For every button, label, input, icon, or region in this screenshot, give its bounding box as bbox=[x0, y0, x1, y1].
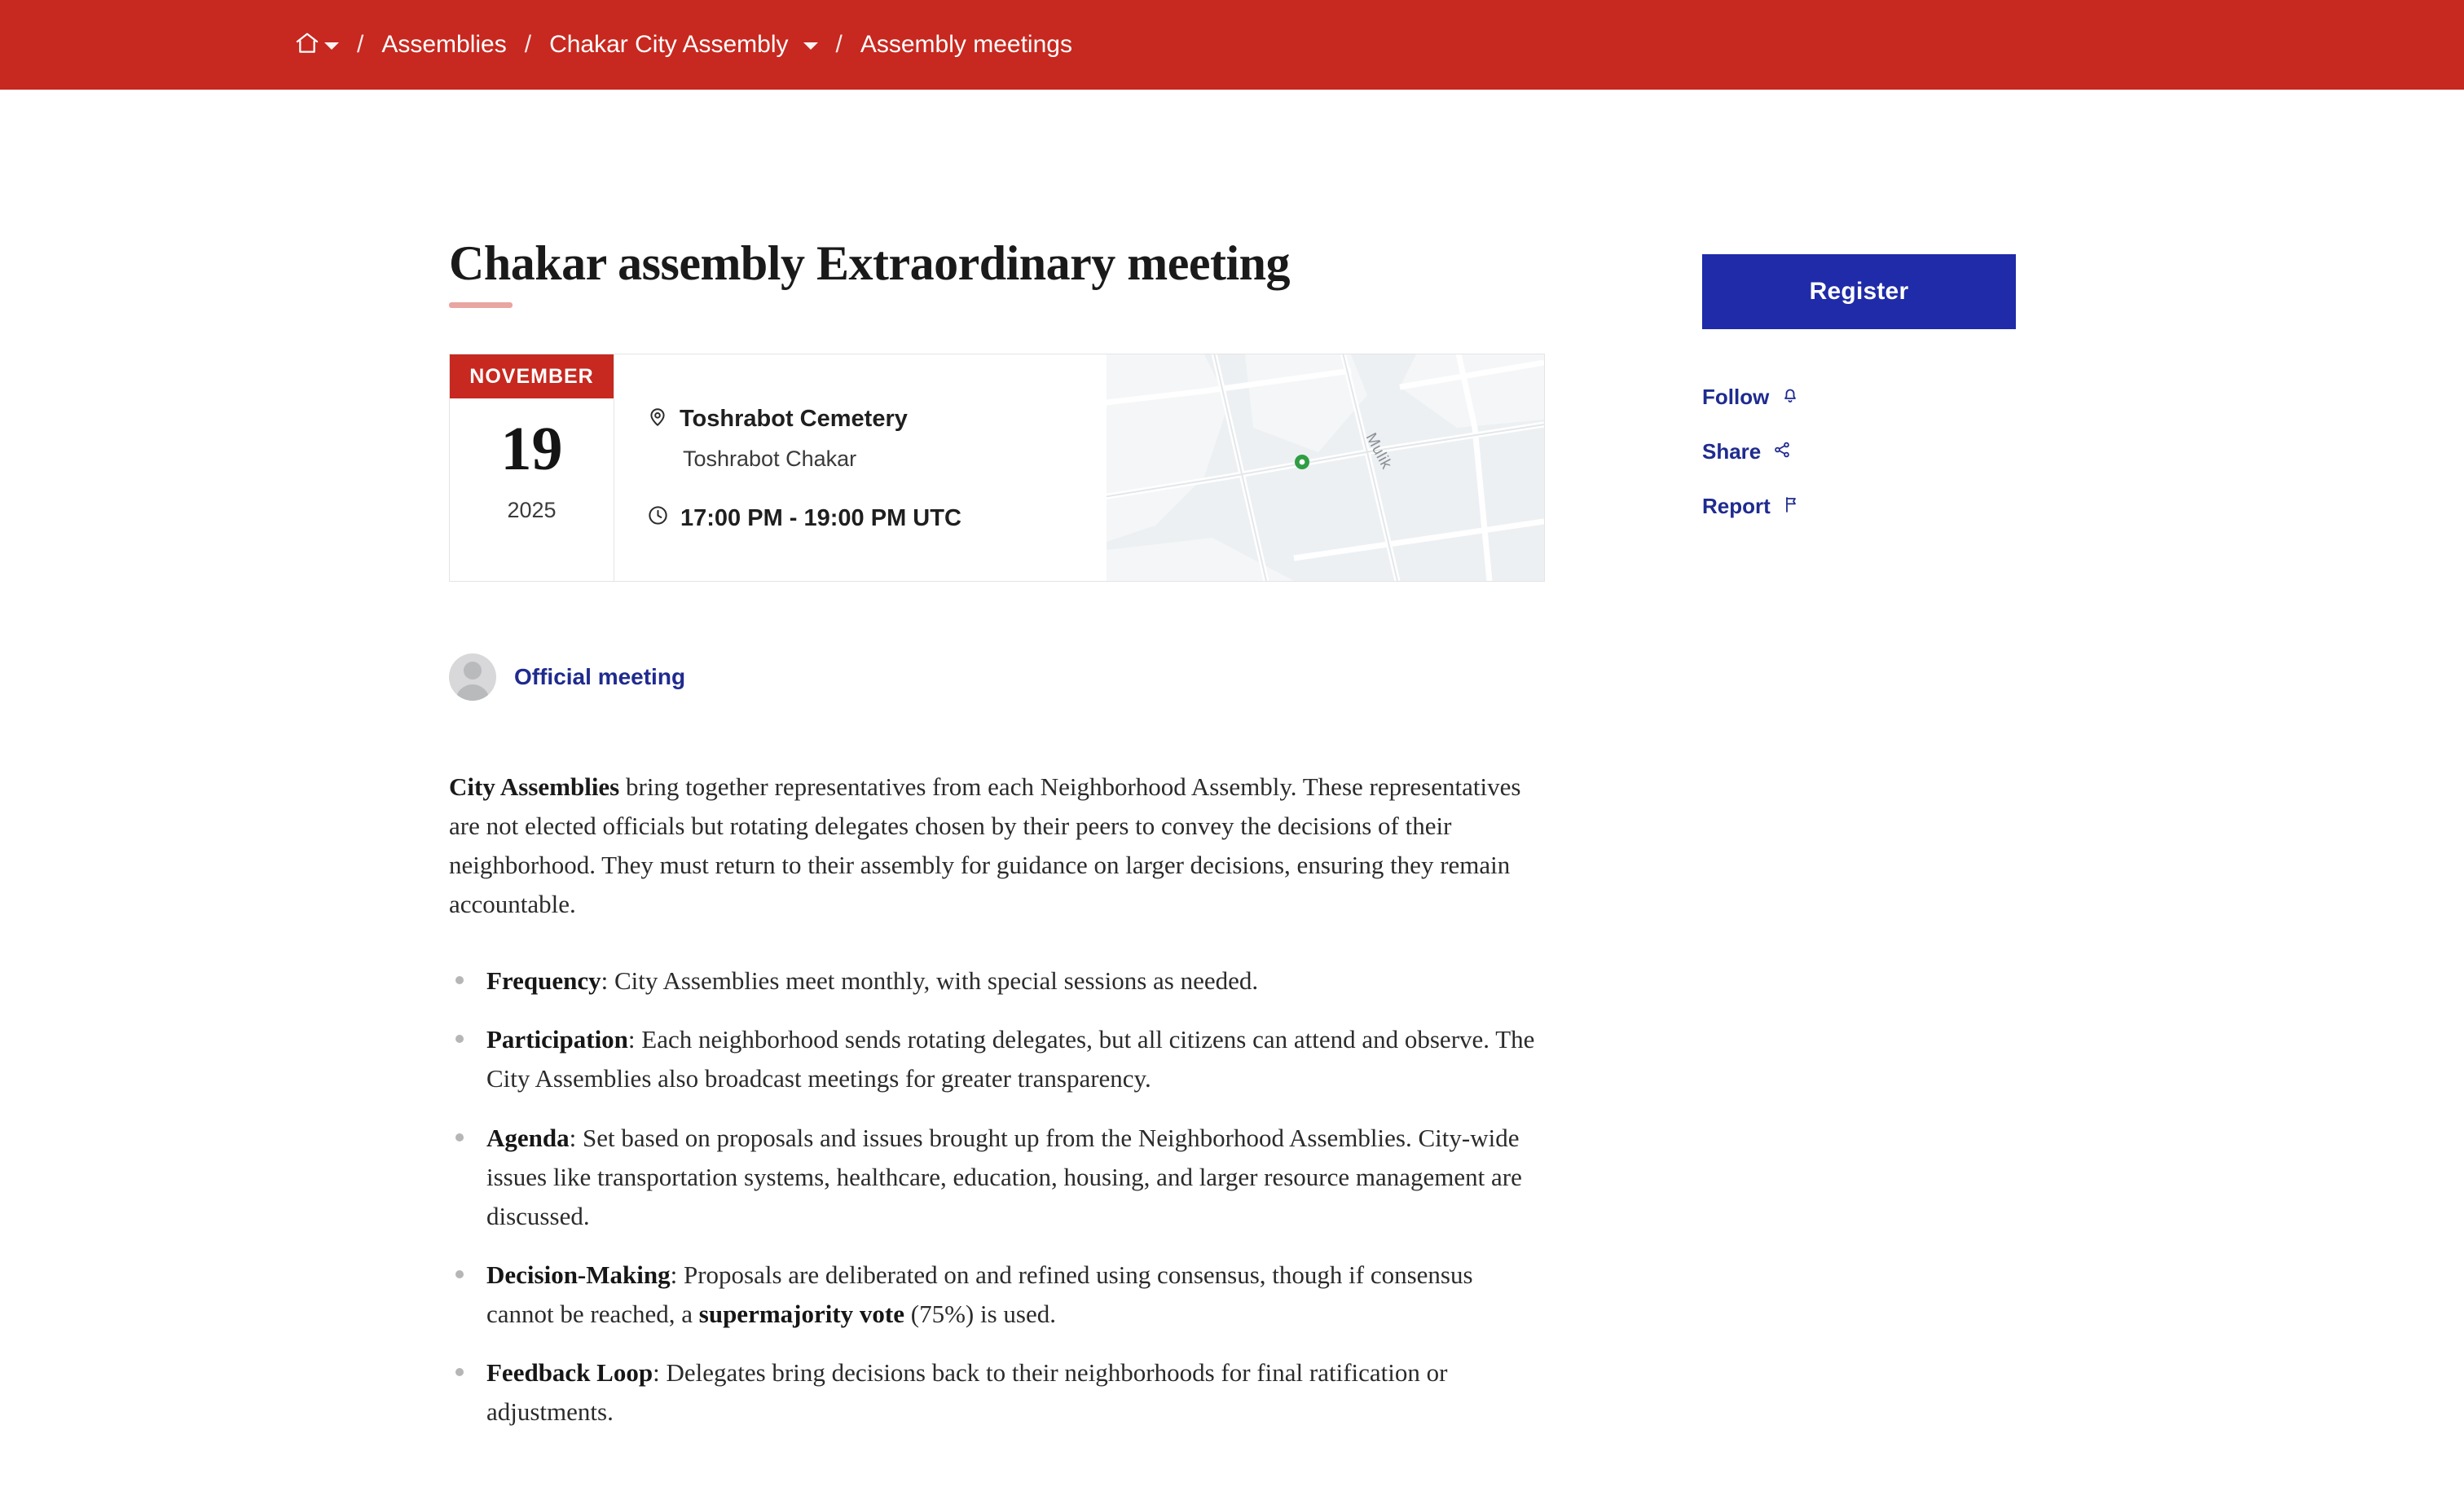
map-pin-icon bbox=[647, 405, 668, 433]
bullet-text: : Each neighborhood sends rotating delegates, but all citizens can attend and observe. The City Assemblies also broadcast meetings for greater transparency. bbox=[486, 1025, 1535, 1093]
breadcrumb-separator-1: / bbox=[357, 31, 364, 58]
map-graphic bbox=[1107, 354, 1544, 581]
follow-action[interactable] bbox=[1702, 385, 2016, 410]
bullet-term: Decision-Making bbox=[486, 1260, 671, 1289]
sidebar bbox=[1702, 236, 2016, 548]
breadcrumb-group-city-assembly bbox=[549, 31, 817, 59]
event-time-row bbox=[647, 504, 1107, 533]
report-label: Report bbox=[1702, 494, 1771, 518]
bullet-term: Participation bbox=[486, 1025, 628, 1054]
event-location-name: Toshrabot Cemetery bbox=[680, 406, 908, 433]
breadcrumb bbox=[293, 30, 1072, 60]
event-day: 19 bbox=[500, 415, 563, 484]
event-year: 2025 bbox=[507, 498, 557, 523]
event-location-row bbox=[647, 405, 1107, 433]
page-title: Chakar assembly Extraordinary meeting bbox=[449, 236, 1291, 290]
list-item bbox=[449, 1256, 1545, 1334]
bullet-text: : City Assemblies meet monthly, with special sessions as needed. bbox=[601, 966, 1259, 996]
bullet-term: Feedback Loop bbox=[486, 1357, 653, 1387]
share-label: Share bbox=[1702, 439, 1762, 464]
breadcrumb-bar bbox=[0, 0, 2464, 90]
report-action[interactable] bbox=[1702, 494, 2016, 519]
clock-icon bbox=[647, 504, 669, 530]
home-icon bbox=[293, 30, 321, 60]
event-location-address: Toshrabot Chakar bbox=[683, 446, 857, 472]
breadcrumb-home-link[interactable] bbox=[293, 30, 324, 60]
event-info-block bbox=[614, 354, 1107, 581]
breadcrumb-separator-3: / bbox=[835, 31, 843, 58]
bullet-text: : Delegates bring decisions back to their neighborhoods for final ratification or adjustments. bbox=[486, 1357, 1448, 1426]
list-item bbox=[449, 1353, 1545, 1432]
avatar-placeholder-icon bbox=[449, 653, 496, 701]
bullet-text: : Set based on proposals and issues brought up from the Neighborhood Assemblies. City-wide issues like transportation systems, healthcare, education, housing, and larger resource management are discussed. bbox=[486, 1123, 1522, 1230]
description-lead-rest: bring together representatives from each Neighborhood Assembly. These representatives are not elected officials but rotating delegates chosen by their peers to convey the decisions of their neighborhood. They must return to their assembly for guidance on larger decisions, ensuring they remain accountable. bbox=[449, 772, 1521, 919]
share-action[interactable] bbox=[1702, 439, 2016, 464]
bullet-term: Agenda bbox=[486, 1123, 570, 1152]
event-month: NOVEMBER bbox=[450, 354, 614, 398]
share-icon bbox=[1772, 440, 1792, 464]
event-time: 17:00 PM - 19:00 PM UTC bbox=[680, 505, 961, 532]
main-column bbox=[449, 236, 1545, 1451]
list-item bbox=[449, 961, 1545, 1001]
breadcrumb-separator-2: / bbox=[524, 31, 532, 58]
event-date-block bbox=[450, 354, 614, 581]
bullet-term-secondary: supermajority vote bbox=[698, 1299, 905, 1328]
breadcrumb-item-chakar-city-assembly[interactable]: Chakar City Assembly bbox=[549, 31, 789, 58]
breadcrumb-chevron-down-icon[interactable] bbox=[803, 42, 818, 50]
list-item bbox=[449, 1020, 1545, 1098]
breadcrumb-item-assemblies[interactable]: Assemblies bbox=[381, 31, 507, 58]
flag-icon bbox=[1782, 495, 1802, 518]
event-card bbox=[449, 354, 1545, 582]
home-chevron-down-icon[interactable] bbox=[324, 42, 339, 50]
author-name-link[interactable]: Official meeting bbox=[514, 664, 686, 690]
event-map[interactable] bbox=[1107, 354, 1544, 581]
bullet-term: Frequency bbox=[486, 966, 601, 996]
register-button[interactable]: Register bbox=[1702, 254, 2016, 329]
breadcrumb-item-assembly-meetings[interactable]: Assembly meetings bbox=[860, 31, 1072, 58]
sidebar-actions bbox=[1702, 385, 2016, 519]
description-paragraph bbox=[449, 768, 1545, 924]
description-lead-bold: City Assemblies bbox=[449, 772, 620, 802]
list-item bbox=[449, 1119, 1545, 1236]
bullet-text: : Proposals are deliberated on and refined using consensus, though if consensus cannot be reached, a bbox=[486, 1260, 1473, 1328]
description-bullet-list bbox=[449, 961, 1545, 1431]
bullet-text-secondary: (75%) is used. bbox=[904, 1299, 1056, 1328]
follow-label: Follow bbox=[1702, 385, 1770, 409]
author-row bbox=[449, 653, 1545, 701]
title-underline bbox=[449, 302, 513, 308]
content-area bbox=[0, 90, 2464, 1451]
bell-icon bbox=[1780, 385, 1800, 409]
map-street-label: Mulik bbox=[1362, 430, 1396, 473]
